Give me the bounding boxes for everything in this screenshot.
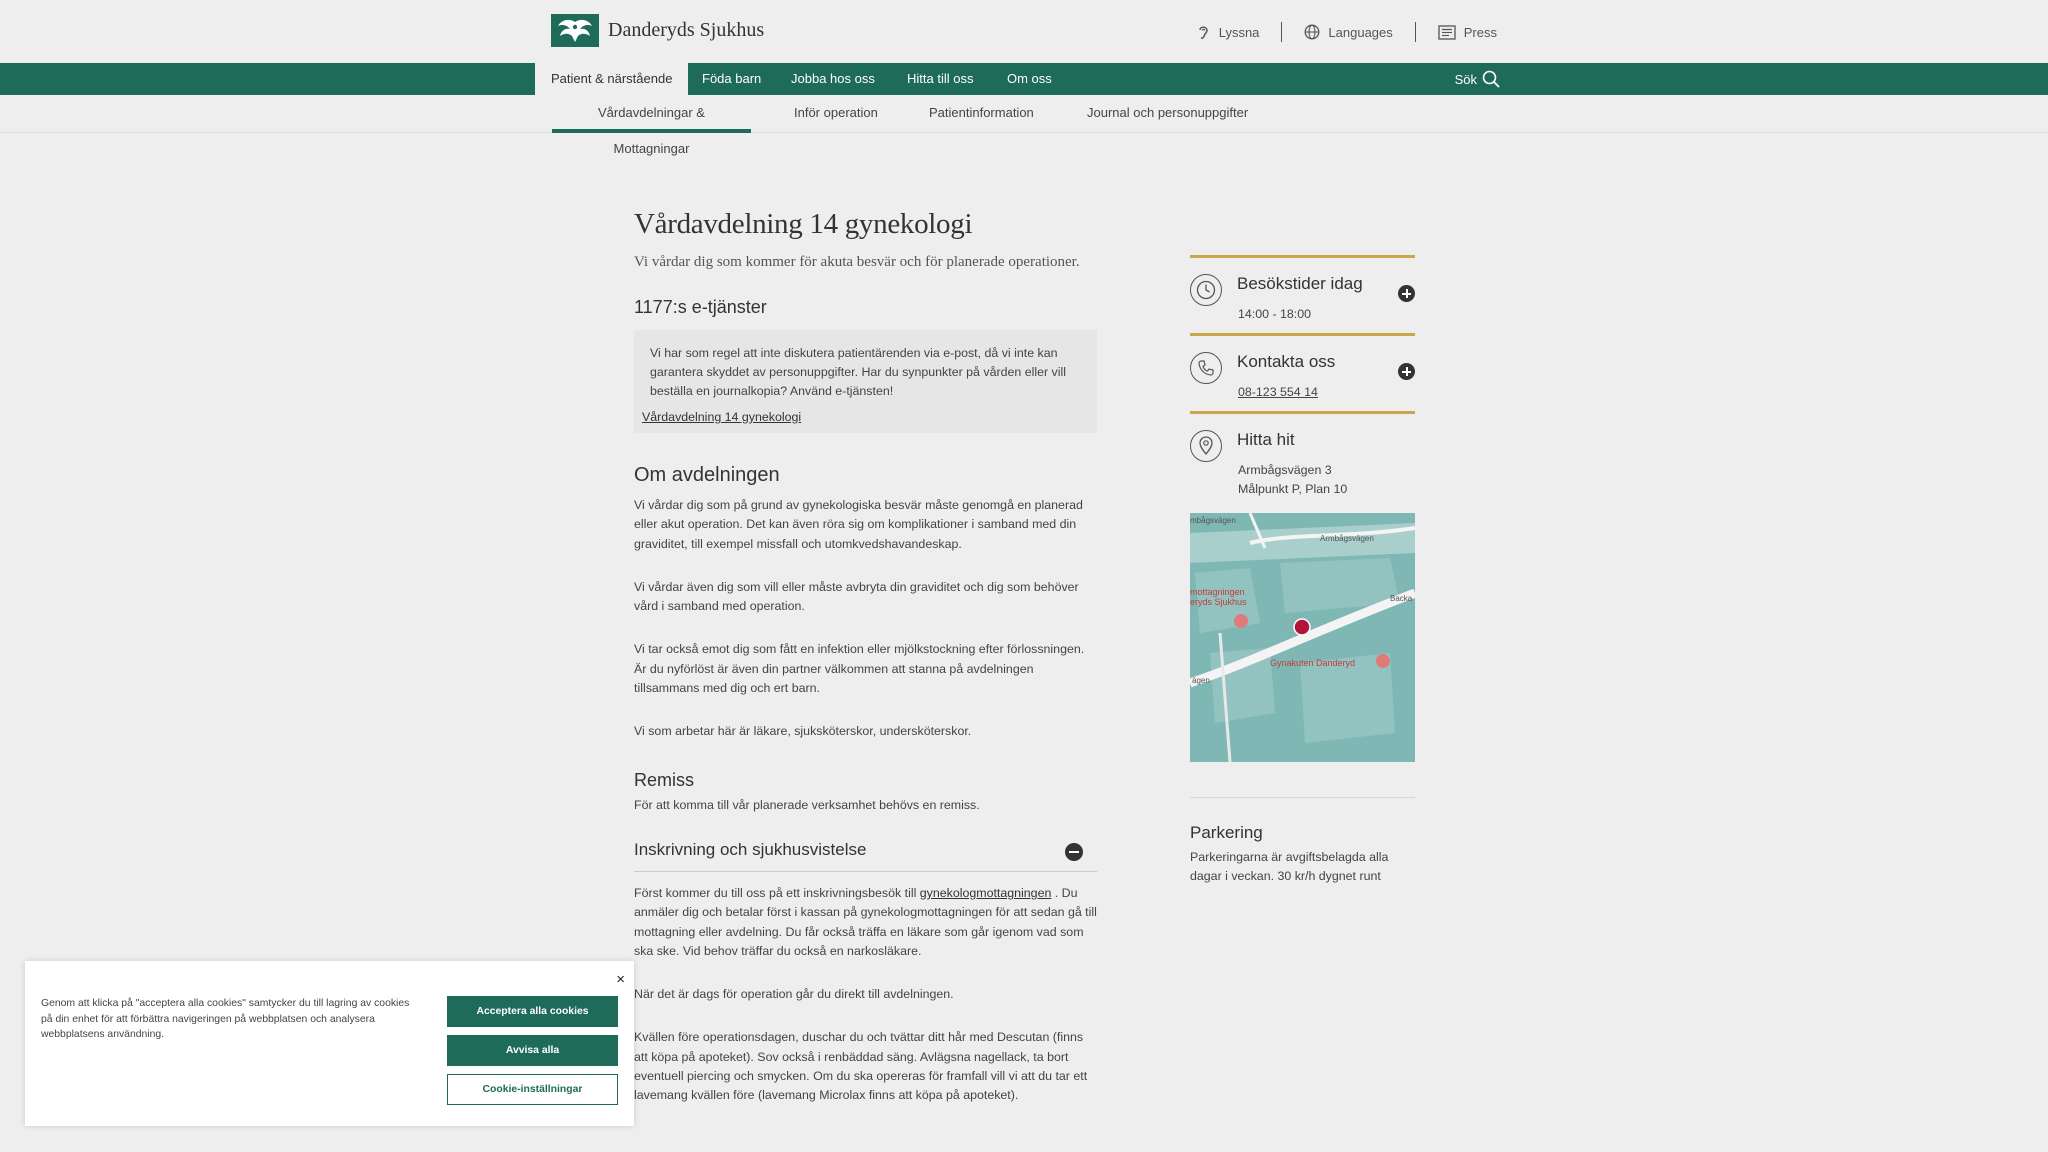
directions-block	[1190, 411, 1415, 511]
subnav-infor-operation[interactable]: Inför operation	[794, 105, 878, 120]
main-content	[634, 208, 1097, 1106]
eservice-link[interactable]: Vårdavdelning 14 gynekologi	[642, 410, 802, 424]
about-paragraph: Vi vårdar dig som på grund av gynekologiska besvär måste genomgå en planerad eller akut operation. Det kan även röra sig om komplikationer i samband med din graviditet, till exempel missfall och utomkvedshavandeskap.	[634, 498, 1083, 551]
map-label: mottagningen	[1190, 587, 1245, 597]
map-label: eryds Sjukhus	[1190, 597, 1247, 607]
logo-emblem-icon	[551, 14, 599, 47]
text-span: Först kommer du till oss på ett inskrivningsbesök till	[634, 885, 920, 900]
hospital-marker-icon[interactable]	[1234, 614, 1248, 628]
contact-title: Kontakta oss	[1237, 352, 1336, 371]
top-bar	[0, 0, 2048, 63]
nav-patient[interactable]: Patient & närstående	[535, 63, 688, 95]
cookie-settings-button[interactable]: Cookie-inställningar	[447, 1074, 618, 1105]
ear-icon	[1196, 24, 1211, 40]
cookie-banner	[25, 961, 634, 1126]
parking-title: Parkering	[1190, 823, 1263, 842]
accordion-title: Inskrivning och sjukhusvistelse	[634, 839, 867, 859]
map-label: Gynakuten Danderyd	[1270, 658, 1356, 668]
map-label: mbågsvägen	[1190, 516, 1236, 525]
referral-text: För att komma till vår planerade verksamhet behövs en remiss.	[634, 797, 980, 812]
map-pin-icon[interactable]	[1294, 619, 1310, 635]
page-title: Vårdavdelning 14 gynekologi	[634, 208, 973, 240]
search-icon	[1482, 70, 1500, 88]
address-line: Målpunkt P, Plan 10	[1238, 482, 1348, 496]
about-heading: Om avdelningen	[634, 464, 780, 486]
utility-nav	[1174, 22, 1497, 42]
search-button[interactable]	[1455, 63, 1500, 95]
newspaper-icon	[1438, 25, 1456, 40]
press-label: Press	[1463, 24, 1497, 40]
contact-block[interactable]	[1190, 333, 1415, 411]
clock-icon	[1190, 274, 1222, 306]
eservice-notice	[634, 330, 1097, 433]
accordion-paragraph: När det är dags för operation går du direkt till avdelningen.	[634, 987, 954, 1002]
nav-hitta[interactable]: Hitta till oss	[907, 71, 974, 86]
hospital-marker-icon[interactable]	[1376, 654, 1390, 668]
press-link[interactable]	[1416, 25, 1497, 40]
listen-label: Lyssna	[1218, 24, 1260, 40]
accordion-paragraph	[634, 884, 1097, 961]
visiting-hours-block[interactable]	[1190, 255, 1415, 333]
sub-nav	[0, 95, 2048, 156]
globe-icon	[1304, 24, 1320, 40]
expand-icon[interactable]	[1398, 363, 1415, 380]
listen-link[interactable]	[1174, 24, 1282, 40]
close-icon[interactable]: ×	[616, 971, 625, 988]
languages-label: Languages	[1328, 24, 1393, 40]
about-paragraph: Vi tar också emot dig som fått en infektion eller mjölkstockning efter förlossningen. Är du nyförlöst är även din partner välkommen att stanna på avdelningen tillsammans med dig och ert barn.	[634, 642, 1085, 696]
subnav-vardavdelningar[interactable]: Vårdavdelningar & Mottagningar	[552, 95, 751, 133]
map-label: ägen	[1192, 676, 1210, 685]
accept-all-cookies-button[interactable]: Acceptera alla cookies	[447, 996, 618, 1027]
visiting-hours: 14:00 - 18:00	[1238, 307, 1312, 321]
subnav-journal[interactable]: Journal och personuppgifter	[1087, 105, 1249, 120]
gynekologmottagningen-link[interactable]: gynekologmottagningen	[919, 885, 1052, 900]
divider	[1190, 797, 1415, 798]
nav-om-oss[interactable]: Om oss	[1007, 71, 1052, 86]
notice-text: Vi har som regel att inte diskutera patientärenden via e-post, då vi inte kan garantera skyddet av personuppgifter. Har du synpunkter på vården eller vill beställa en journalkopia? Använd e-tjänsten!	[650, 346, 1067, 398]
accordion-paragraph: Kvällen före operationsdagen, duschar du och tvättar ditt hår med Descutan (finns att köpa på apoteket). Sov också i renbäddad säng. Avlägsna nagellack, ta bort eventuell piercing och smycken. Om du ska opereras för framfall vill vi att du tar ett lavemang kvällen före (lavemang Microlax finns att köpa på apoteket).	[634, 1030, 1088, 1103]
visiting-title: Besökstider idag	[1237, 274, 1363, 293]
nav-jobba[interactable]: Jobba hos oss	[791, 71, 875, 86]
collapse-icon[interactable]	[1065, 843, 1083, 861]
languages-link[interactable]	[1282, 24, 1414, 40]
accordion-inskrivning[interactable]	[634, 840, 1097, 872]
phone-icon	[1190, 352, 1222, 384]
logo-text: Danderyds Sjukhus	[608, 19, 765, 41]
address-line: Armbågsvägen 3	[1238, 463, 1332, 477]
map-label: Armbågsvägen	[1320, 534, 1374, 543]
subnav-patientinformation[interactable]: Patientinformation	[929, 105, 1034, 120]
text-span: . Du anmäler dig och betalar först i kassan på gynekologmottagningen för att sedan gå till mottagning eller avdelning. Du får också träffa en läkare som går igenom vad som ska ske. Vid behov träffar du också en narkosläkare.	[634, 885, 1097, 958]
about-paragraph: Vi som arbetar här är läkare, sjuksköterskor, undersköterskor.	[634, 724, 972, 739]
location-map[interactable]	[1190, 513, 1415, 762]
map-label: Backa	[1390, 594, 1413, 603]
parking-text: Parkeringarna är avgiftsbelagda alla dagar i veckan. 30 kr/h dygnet runt	[1190, 850, 1389, 884]
cookie-text: Genom att klicka på "acceptera alla cookies" samtycker du till lagring av cookies på din enhet för att förbättra navigeringen på webbplatsen och analysera webbplatsens användning.	[41, 998, 410, 1041]
reject-all-button[interactable]: Avvisa alla	[447, 1035, 618, 1066]
directions-title: Hitta hit	[1237, 430, 1295, 449]
eservice-heading: 1177:s e-tjänster	[634, 297, 767, 317]
nav-foda-barn[interactable]: Föda barn	[702, 71, 762, 86]
expand-icon[interactable]	[1398, 285, 1415, 302]
search-label: Sök	[1454, 71, 1477, 87]
page-lead: Vi vårdar dig som kommer för akuta besvär och för planerade operationer.	[634, 254, 1080, 270]
location-pin-icon	[1190, 430, 1222, 462]
referral-heading: Remiss	[634, 769, 695, 790]
sidebar	[1190, 255, 1415, 511]
site-logo[interactable]	[551, 14, 764, 47]
contact-phone-link[interactable]: 08-123 554 14	[1238, 385, 1318, 399]
about-paragraph: Vi vårdar även dig som vill eller måste avbryta din graviditet och dig som behöver vård i samband med operation.	[634, 579, 1079, 614]
main-nav	[0, 63, 2048, 95]
